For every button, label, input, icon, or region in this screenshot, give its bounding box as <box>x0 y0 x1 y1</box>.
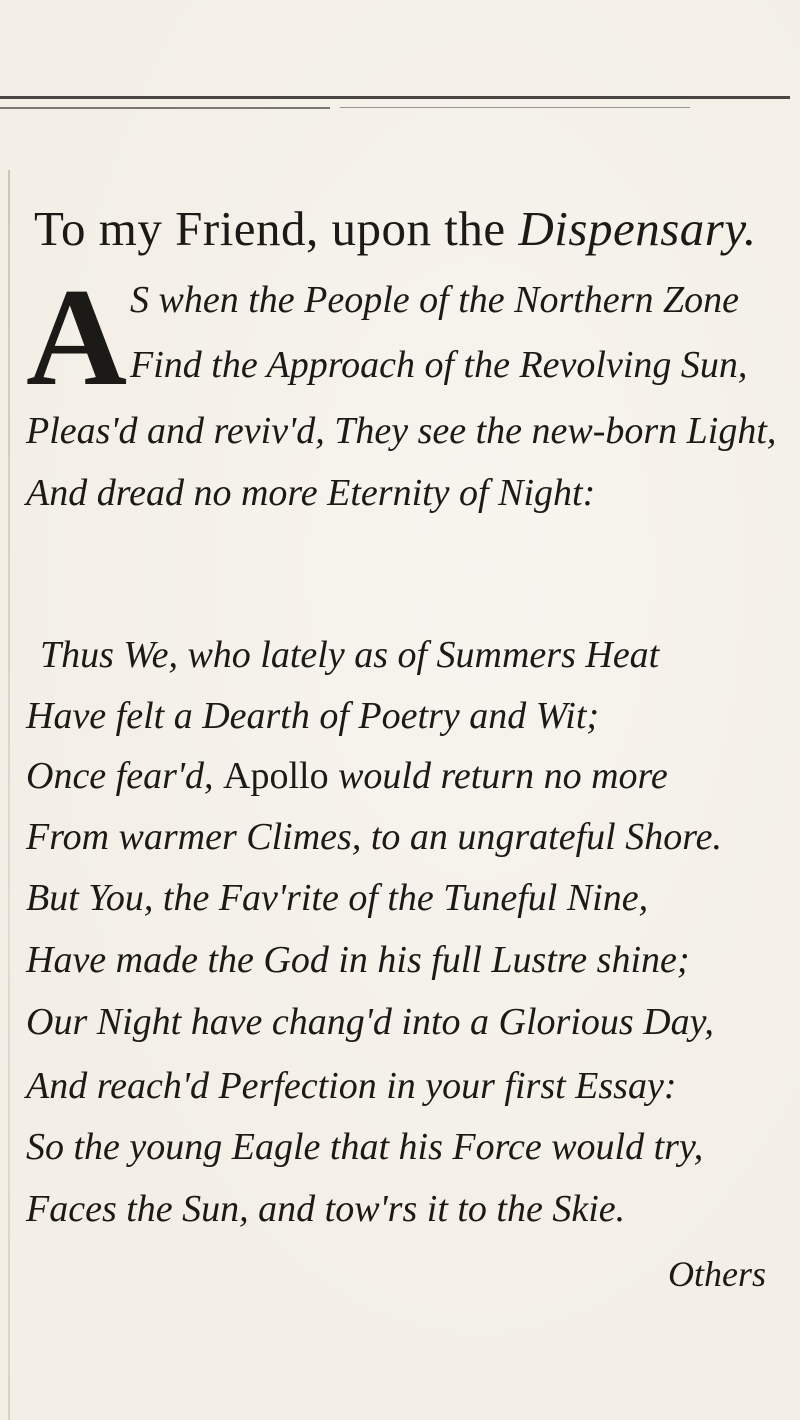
verse-line-4: And dread no more Eternity of Night: <box>26 472 596 514</box>
header-rule-thin-right <box>340 107 690 108</box>
verse-line-12: And reach'd Perfection in your first Essay: <box>26 1065 677 1107</box>
verse-line-7-roman: Apollo <box>223 755 329 797</box>
header-rule-thin <box>0 107 330 109</box>
verse-line-6: Have felt a Dearth of Poetry and Wit; <box>26 695 600 737</box>
verse-line-7 <box>26 757 668 795</box>
drop-cap: A <box>26 260 128 415</box>
verse-line-7-post: would return no more <box>328 755 668 797</box>
verse-line-11: Our Night have chang'd into a Glorious Day, <box>26 1001 714 1043</box>
verse-line-3: Pleas'd and reviv'd, They see the new-born Light, <box>26 410 777 452</box>
verse-line-8: From warmer Climes, to an ungrateful Shore. <box>26 816 722 858</box>
verse-line-9: But You, the Fav'rite of the Tuneful Nine, <box>26 877 649 919</box>
verse-line-10: Have made the God in his full Lustre shine; <box>26 939 690 981</box>
poem-title <box>34 200 757 257</box>
verse-line-13: So the young Eagle that his Force would try, <box>26 1126 704 1168</box>
verse-line-14: Faces the Sun, and tow'rs it to the Skie. <box>26 1188 626 1230</box>
poem-title-prefix: To my Friend, upon the <box>34 201 519 256</box>
poem-title-emph: Dispensary. <box>518 201 757 256</box>
verse-line-7-pre: Once fear'd, <box>26 755 224 797</box>
verse-line-2: Find the Approach of the Revolving Sun, <box>130 344 748 386</box>
page-gutter-line <box>8 170 10 1420</box>
verse-line-1: S when the People of the Northern Zone <box>130 279 739 321</box>
verse-line-5: Thus We, who lately as of Summers Heat <box>40 634 660 676</box>
catchword: Others <box>668 1254 766 1294</box>
header-rule-thick <box>0 96 790 99</box>
